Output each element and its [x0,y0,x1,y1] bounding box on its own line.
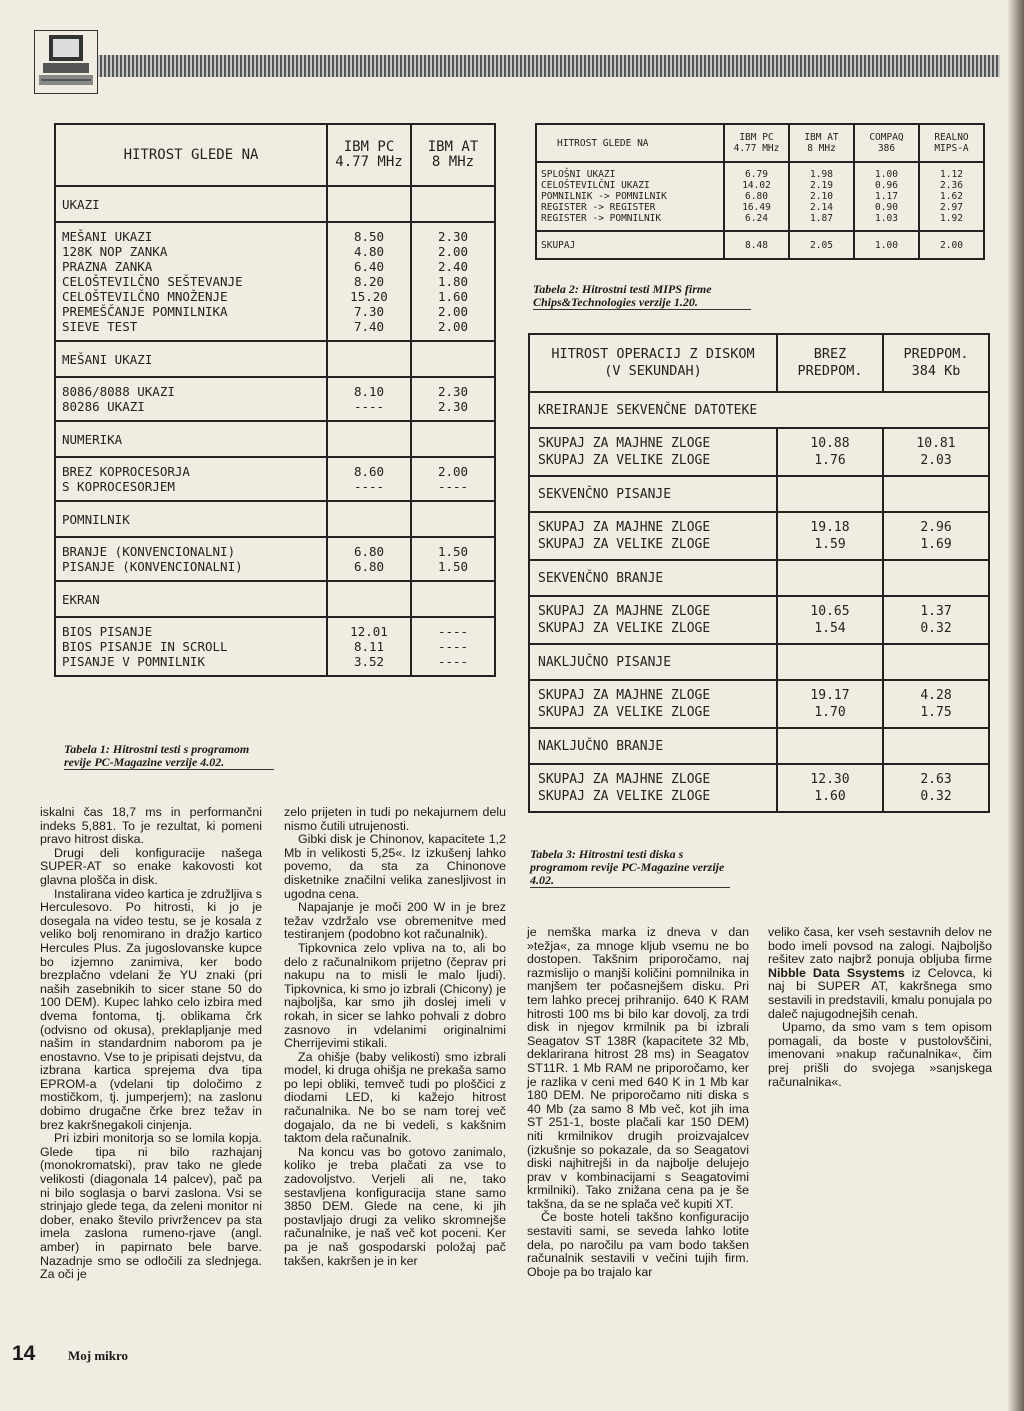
row-values-at: 2.00 ---- [411,457,495,501]
total-value: 8.48 [724,231,789,259]
table-2 [535,123,985,260]
row-labels: BIOS PISANJE BIOS PISANJE IN SCROLL PISANJE V POMNILNIK [62,624,228,669]
row-values-at: 1.50 1.50 [411,537,495,581]
paragraph: Pri izbiri monitorja so se lomila kopja. Glede tipa ni bilo razhajanj (monokromatski), prav tako ne glede velikosti (diagonala 14 palcev), pač pa ni bilo soglasja o barvi zaslona. Vsi se strinjajo glede tega, da zeleni monitor ni dober, enako število privržencev pa sta imela zaslona rumeno-rjave (angl. amber) in papirnato bele barve. Nazadnje smo se odločili za slednjega. Za oči je [40,1131,262,1282]
section-label: NAKLJUČNO BRANJE [529,728,777,764]
page-edge-shadow [1008,0,1024,1411]
total-value: 2.00 [919,231,984,259]
row-values-at: 2.30 2.00 2.40 1.80 1.60 2.00 2.00 [411,222,495,341]
section-label: NUMERIKA [55,421,327,457]
row-labels: SKUPAJ ZA MAJHNE ZLOGE SKUPAJ ZA VELIKE ZLOGE [538,688,711,720]
paragraph: Tipkovnica zelo vpliva na to, ali bo delo z računalnikom prijetno (čeprav pri nakupu na to misli le malo ljudi). Tipkovnica, ki smo jo izbrali (Chicony) je najboljša, kar smo jih doslej imeli v rokah, in sicer se lahko pohvali z dobro zasnovo in vdelanimi originalnimi Cherrijevimi stikali. [284,940,506,1051]
paragraph: Za ohišje (baby velikosti) smo izbrali model, ki druga ohišja ne prekaša samo po lepi obliki, temveč tudi po ploščici z diodami LED, ki kažejo hitrost računalnika. Ne bo se nam torej več dogajalo, da ne bi vedeli, s kakšnim taktom dela računalnik. [284,1049,506,1146]
paragraph: Na koncu vas bo gotovo zanimalo, koliko je treba plačati za vse to zadovoljstvo. Verjeli ali ne, tako sestavljena konfiguracija stane samo 3850 DEM. Glede na cene, ki jih postavljajo drugi za veliko skromnejše računalnike, je naš več kot poceni. Ker pa je naš gospodarski položaj pač takšen, kakršen je in ker [284,1144,506,1268]
table-3-col1-header: BREZ PREDPOM. [777,334,883,392]
row-labels: SKUPAJ ZA MAJHNE ZLOGE SKUPAJ ZA VELIKE ZLOGE [538,436,711,468]
header-stripe [40,55,1000,77]
row-labels: BRANJE (KONVENCIONALNI) PISANJE (KONVENCIONALNI) [62,544,243,574]
table-1-col2-header: IBM AT 8 MHz [411,124,495,186]
row-values-at: ---- ---- ---- [411,617,495,676]
row-values-pc: 8.10 ---- [327,377,411,421]
row-values: 6.79 14.02 6.80 16.49 6.24 [724,162,789,231]
text-column-3 [527,926,749,1279]
section-label: POMNILNIK [55,501,327,537]
table-3-caption: Tabela 3: Hitrostni testi diska s programom revije PC-Magazine verzije 4.02. [530,848,730,888]
row-labels: BREZ KOPROCESORJA S KOPROCESORJEM [62,464,190,494]
paragraph: je nemška marka iz dneva v dan »težja«, za mnoge kljub vsemu ne bo dostopen. Takšnim priporočamo, naj razmislijo o manjši količini pomnilnika in manjšem ter počasnejšem disku. Pri tem lahko precej prihranijo. 640 K RAM hitrosti 100 ms bi bilo kar dovolj, za trdi disk in njegov krmilnik pa bi izbrali Seagatov ST 138R (kapacitete 32 Mb, deklarirana hitrost 28 ms) in Seagatov ST11R. 1 Mb RAM ne priporočamo, ker je razlika v ceni med 640 K in 1 Mb kar 180 DEM. Ne priporočamo niti diska s 40 Mb (za samo 8 Mb več, kot jih ima ST 251-1, boste plačali kar 150 DEM) niti krmilnikov drugih proizvajalcev (izkušnje so pokazale, da so Seagatovi diski najhitrejši in da najbolje delujejo prav v kombinacijami s Seagatovimi krmilniki). Tako znižana cena pa je še takšna, da se ne splača več kupiti XT. [527,925,749,1211]
row-values: 2.96 1.69 [883,512,989,560]
row-values: 19.17 1.70 [777,680,883,728]
row-values-pc: 12.01 8.11 3.52 [327,617,411,676]
row-labels: SKUPAJ ZA MAJHNE ZLOGE SKUPAJ ZA VELIKE ZLOGE [538,772,711,804]
row-values: 10.88 1.76 [777,428,883,476]
paragraph: Instalirana video kartica je združljiva s Herculesovo. Po hitrosti, ki jo je dosegala na video testu, se je kosala z veliko bolj renomirano in dražjo kartico Hercules Plus. Za jugoslovanske kupce bo izjemno zanimiva, ker bodo brezplačno vdelani že YU znaki (pri naših zasebnikih to sicer stane 50 do 100 DEM). Kupec lahko celo izbira med dvema fontoma, tj. oblikama črk (odvisno od okusa), preklapljanje med našim in standardnim naborom pa je enostavno. Vse to je pripisati dejstvu, da izbrana kartica sprejema dva tipa EPROM-a (vdelani tip določimo z mostičkom, tj. jumperjem); na zaslonu dobimo drugačne črke brez težav in brez kakršnegakoli cinjenja. [40,886,262,1132]
paragraph: veliko časa, ker vseh sestavnih delov ne bodo imeli povsod na zalogi. Najboljšo rešitev zato najbrž ponuja obljuba firme Nibble Data Ssystems iz Celovca, ki naj bi SUPER AT, kakršnega smo sestavili in predstavili, kmalu ponujala po daleč najugodnejših cenah. [768,925,993,1021]
table-1-caption: Tabela 1: Hitrostni testi s programom revije PC-Magazine verzije 4.02. [64,743,274,770]
paragraph: Drugi deli konfiguracije našega SUPER-AT so enake kakovosti kot glavna plošča in disk. [40,845,262,887]
row-values: 12.30 1.60 [777,764,883,812]
row-values: 1.98 2.19 2.10 2.14 1.87 [789,162,854,231]
row-values: 4.28 1.75 [883,680,989,728]
row-values-at: 2.30 2.30 [411,377,495,421]
paragraph: Upamo, da smo vam s tem opisom pomagali, da boste v pustolovščini, imenovani »nakup računalnika«, čim prej prišli do svojega »sanjskega računalnika«. [768,1020,992,1089]
row-values: 1.00 0.96 1.17 0.90 1.03 [854,162,919,231]
row-values-pc: 8.50 4.80 6.40 8.20 15.20 7.30 7.40 [327,222,411,341]
row-labels: SKUPAJ ZA MAJHNE ZLOGE SKUPAJ ZA VELIKE ZLOGE [538,520,711,552]
row-values: 10.81 2.03 [883,428,989,476]
section-label: UKAZI [55,186,327,222]
row-values: 1.12 2.36 1.62 2.97 1.92 [919,162,984,231]
row-labels: 8086/8088 UKAZI 80286 UKAZI [62,384,175,414]
computer-icon [34,30,98,94]
row-labels: SPLOŠNI UKAZI CELOŠTEVILČNI UKAZI POMNILNIK -> POMNILNIK REGISTER -> REGISTER REGISTER -> POMNILNIK [541,169,667,224]
section-label: NAKLJUČNO PISANJE [529,644,777,680]
section-label: MEŠANI UKAZI [55,341,327,377]
table-2-col-header: IBM PC 4.77 MHz [724,124,789,162]
company-name: Nibble Data Ssystems [768,965,905,980]
paragraph: iskalni čas 18,7 ms in performančni indeks 5,881. To je rezultat, ki pomeni pravo hitrost diska. [40,805,262,847]
table-3 [528,333,990,813]
row-labels: MEŠANI UKAZI 128K NOP ZANKA PRAZNA ZANKA CELOŠTEVILČNO SEŠTEVANJE CELOŠTEVILČNO MNOŽENJE PREMEŠČANJE POMNILNIKA SIEVE TEST [62,229,243,334]
total-label: SKUPAJ [536,231,724,259]
section-label: SEKVENČNO PISANJE [529,476,777,512]
table-1-col1-header: IBM PC 4.77 MHz [327,124,411,186]
section-label: KREIRANJE SEKVENČNE DATOTEKE [529,392,989,428]
row-values-pc: 8.60 ---- [327,457,411,501]
paragraph: zelo prijeten in tudi po nekajurnem delu nismo čutili utrujenosti. [284,805,506,833]
table-1-title: HITROST GLEDE NA [55,124,327,186]
page-number: 14 [12,1342,36,1365]
row-labels: SKUPAJ ZA MAJHNE ZLOGE SKUPAJ ZA VELIKE ZLOGE [538,604,711,636]
table-2-caption: Tabela 2: Hitrostni testi MIPS firme Chips&Technologies verzije 1.20. [533,283,751,310]
row-values: 19.18 1.59 [777,512,883,560]
row-values: 10.65 1.54 [777,596,883,644]
table-3-col2-header: PREDPOM. 384 Kb [883,334,989,392]
magazine-name: Moj mikro [68,1348,129,1363]
table-2-col-header: IBM AT 8 MHz [789,124,854,162]
paragraph: Gibki disk je Chinonov, kapacitete 1,2 Mb in velikosti 5,25«. Iz izkušenj lahko povemo, da sta za Chinonove disketnike značilni velika zanesljivost in ugodna cena. [284,832,506,901]
paragraph: Če boste hoteli takšno konfiguracijo sestaviti sami, se seveda lahko lotite dela, po naročilu pa vam bodo takšen računalnik sestavili v večini tujih firm. Oboje pa bo trajalo kar [527,1210,749,1279]
row-values: 1.37 0.32 [883,596,989,644]
section-label: SEKVENČNO BRANJE [529,560,777,596]
table-3-title: HITROST OPERACIJ Z DISKOM (V SEKUNDAH) [529,334,777,392]
total-value: 1.00 [854,231,919,259]
text-column-1 [40,806,262,1282]
paragraph: Napajanje je moči 200 W in je brez težav vzdržalo vse obremenitve med testiranjem (podobno kot računalnik). [284,900,506,942]
text-column-4 [768,926,992,1089]
row-values: 2.63 0.32 [883,764,989,812]
table-2-col-header: COMPAQ 386 [854,124,919,162]
table-2-title: HITROST GLEDE NA [536,124,724,162]
text-column-2 [284,806,506,1268]
table-1 [54,123,496,677]
total-value: 2.05 [789,231,854,259]
row-values-pc: 6.80 6.80 [327,537,411,581]
section-label: EKRAN [55,581,327,617]
table-2-col-header: REALNO MIPS-A [919,124,984,162]
